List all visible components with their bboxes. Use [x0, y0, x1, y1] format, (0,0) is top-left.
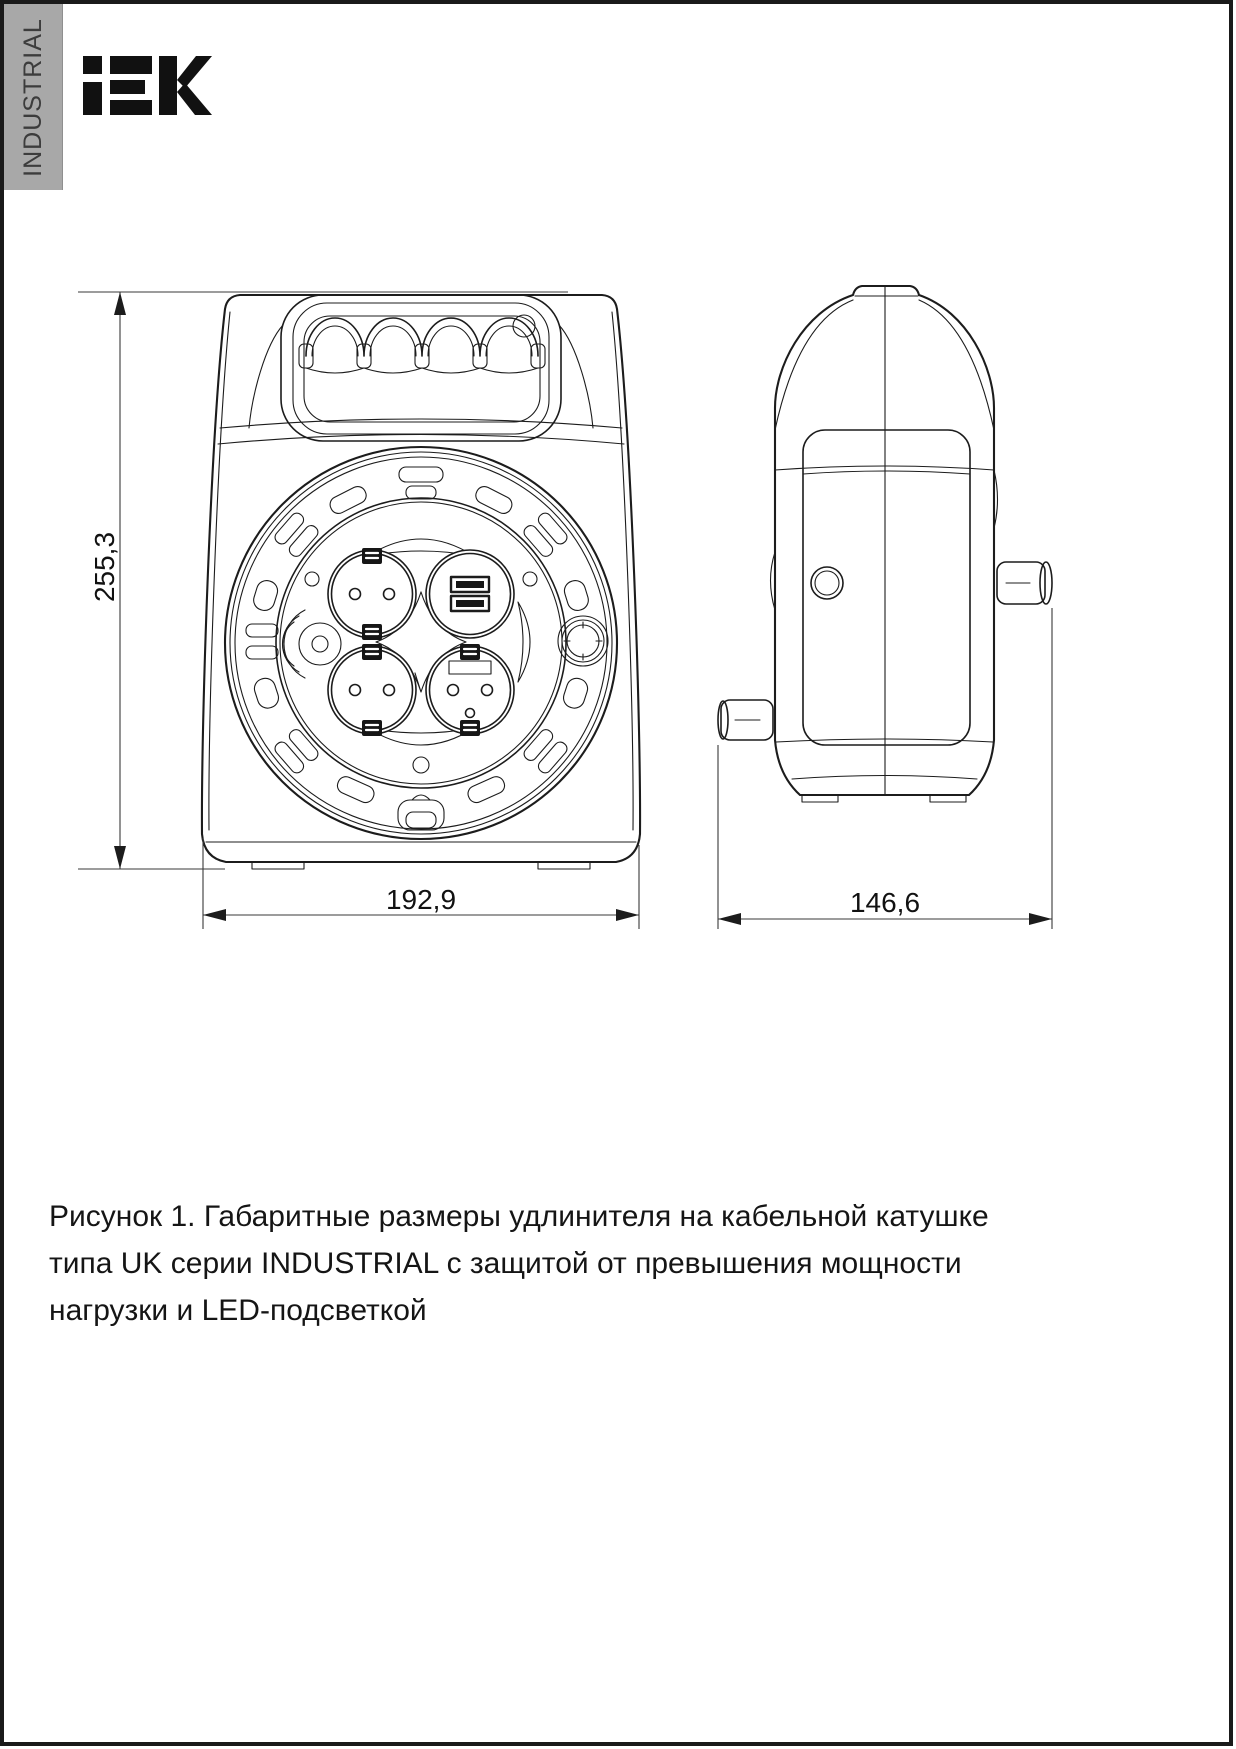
socket-top-left [328, 548, 416, 640]
front-body-outline [202, 295, 640, 862]
side-panel [803, 430, 970, 745]
side-view-drawing [718, 286, 1052, 802]
carry-handle [218, 295, 624, 444]
plug-connector [718, 700, 773, 740]
figure-caption-line-1: Рисунок 1. Габаритные размеры удлинителя на кабельной катушке [49, 1200, 989, 1233]
socket-bottom-left [328, 644, 416, 736]
figure-caption-line-3: нагрузки и LED-подсветкой [49, 1294, 427, 1327]
figure-caption-line-2: типа UK серии INDUSTRIAL с защитой от превышения мощности [49, 1247, 962, 1280]
dimension-side-width-label: 146,6 [849, 887, 921, 918]
cable-latch [398, 795, 444, 830]
crank-handle [997, 562, 1052, 604]
front-view-drawing [202, 295, 640, 869]
series-banner-label: INDUSTRIAL [18, 17, 47, 177]
dimension-height-label: 255,3 [89, 531, 120, 603]
side-panel-hole [811, 567, 843, 599]
dimension-front-width-label: 192,9 [385, 884, 457, 915]
socket-bottom-right [426, 644, 514, 736]
breaker-knob [558, 616, 608, 666]
usb-module [426, 550, 514, 638]
figure-caption [49, 1193, 1169, 1334]
vent-slots [246, 467, 591, 805]
reset-button [282, 610, 341, 678]
